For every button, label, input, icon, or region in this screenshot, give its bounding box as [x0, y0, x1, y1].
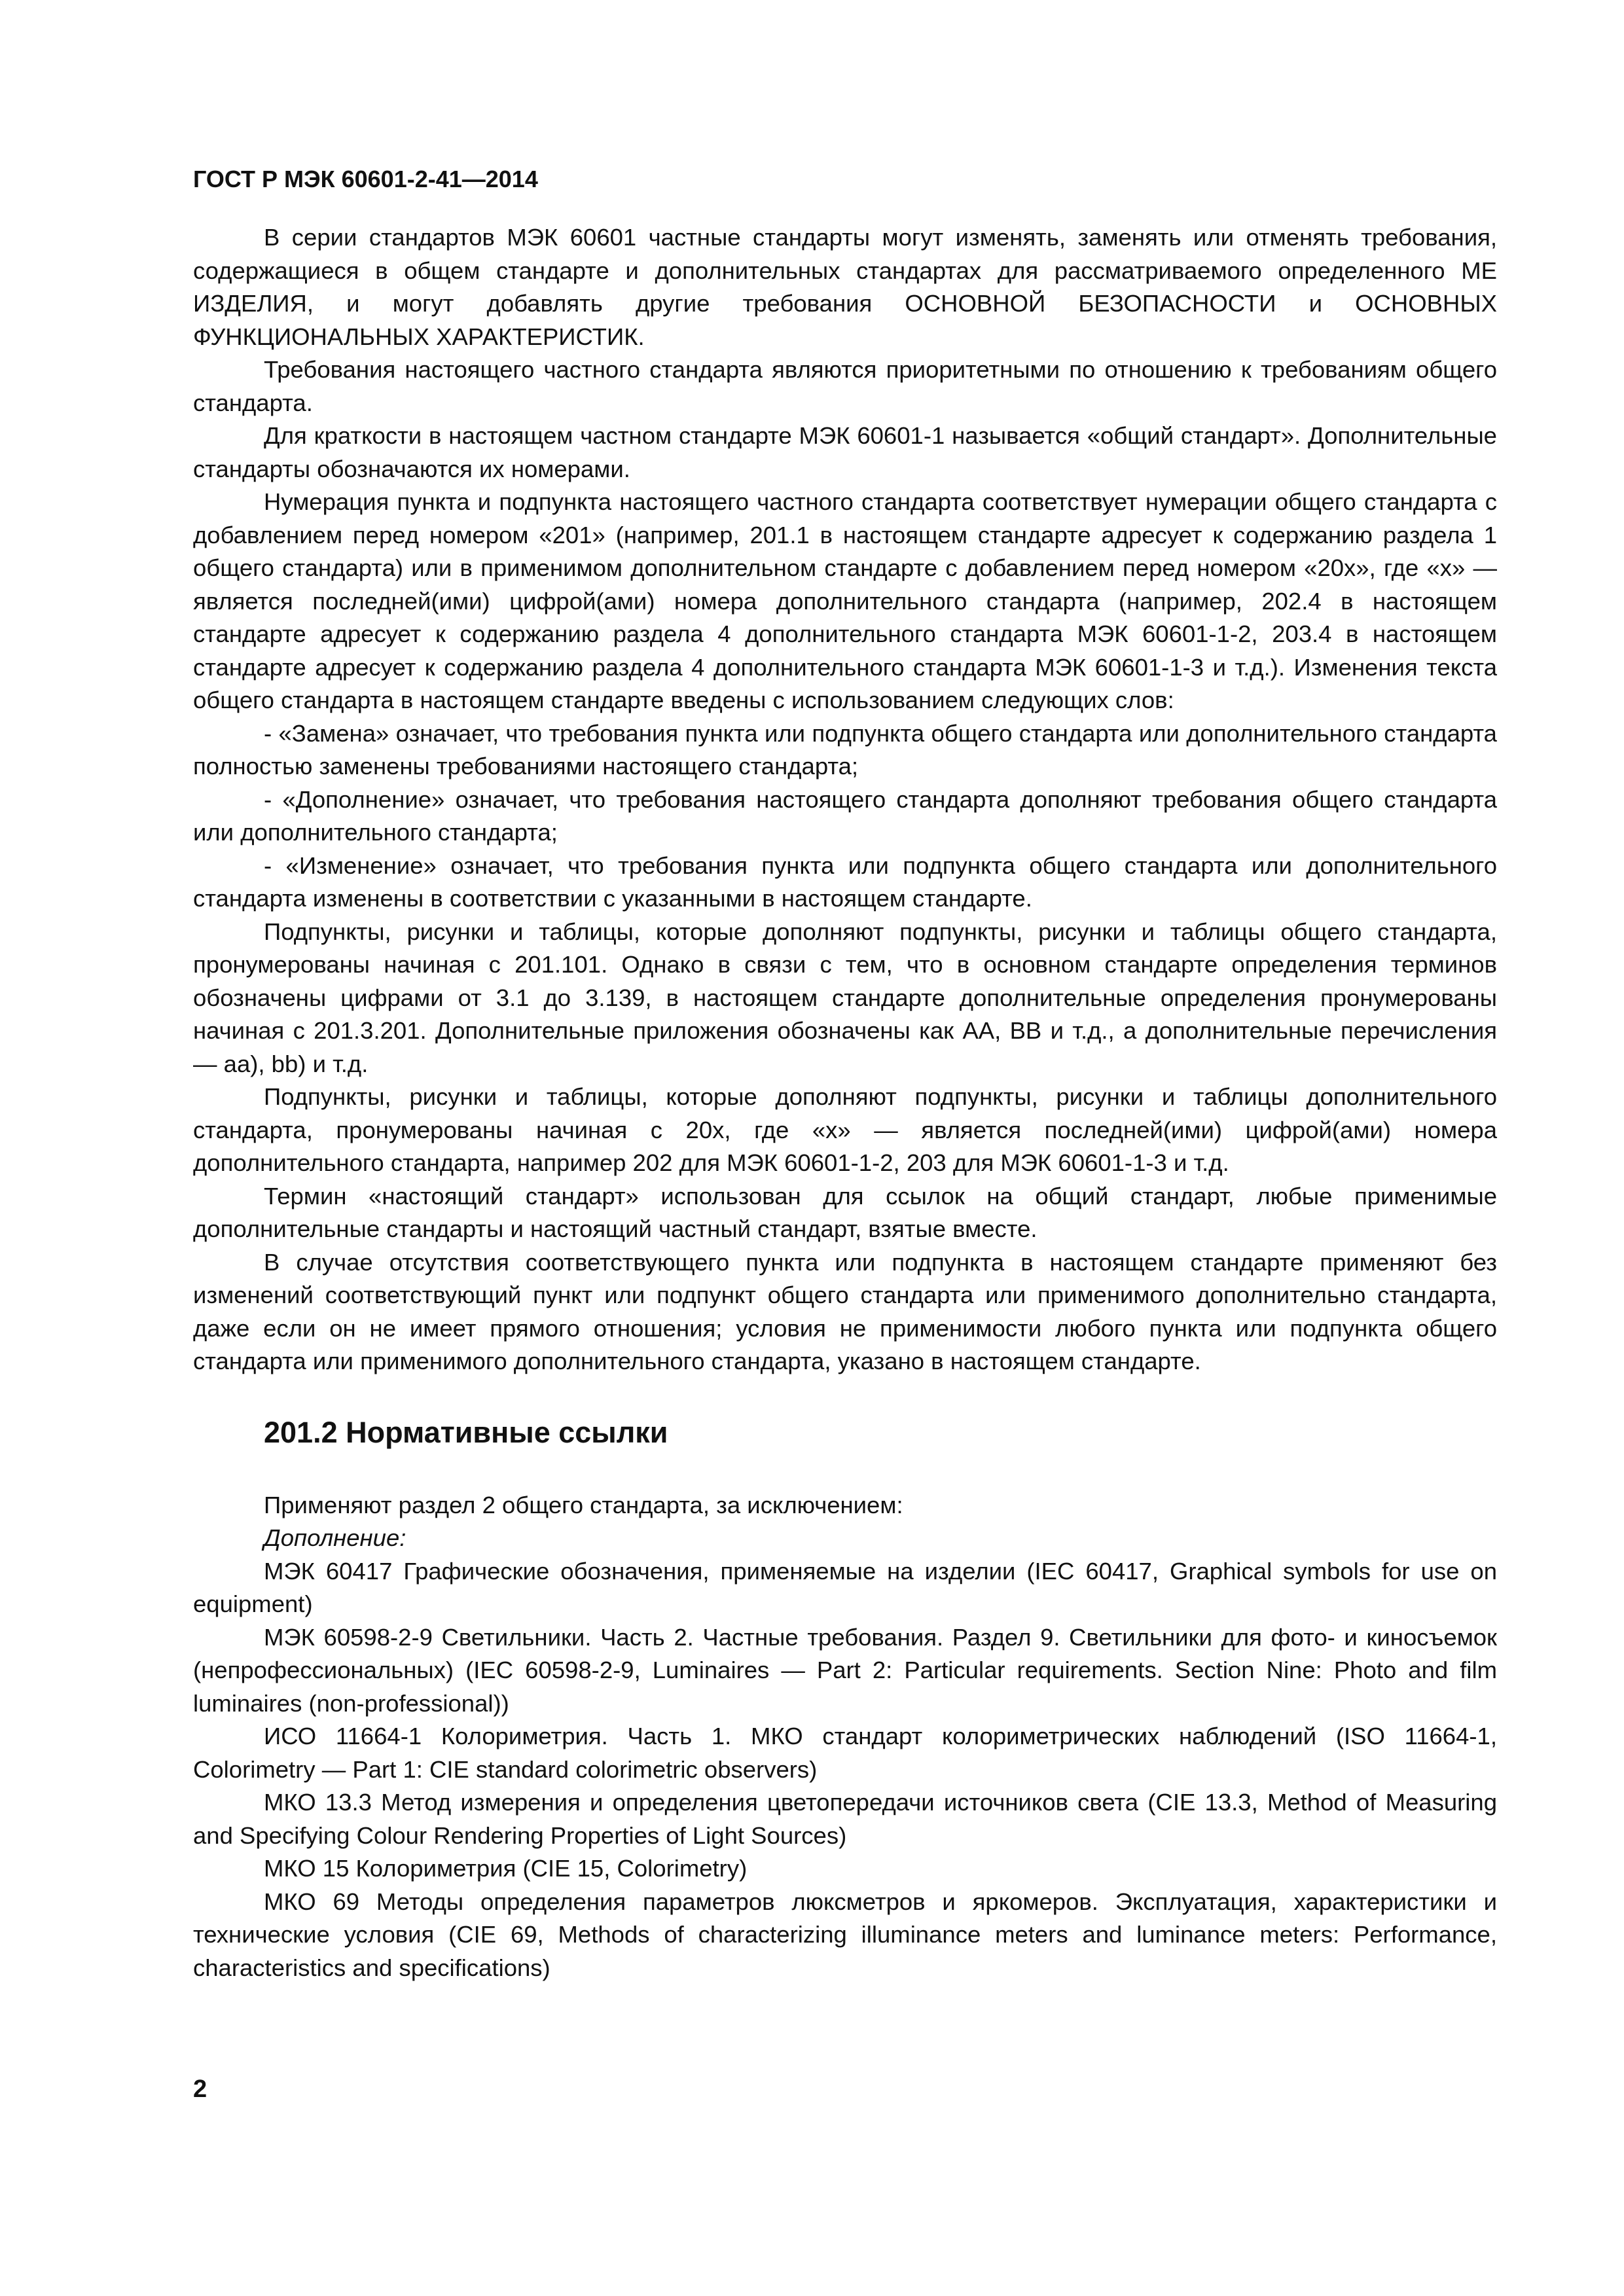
reference-item: МЭК 60598-2-9 Светильники. Часть 2. Частные требования. Раздел 9. Светильники для фото- и киносъемок (непрофессиональных) (IEC 60598-2-9, Luminaires — Part 2: Particular requirements. Section Nine: Photo and film luminaires (non-professional)) — [193, 1623, 1497, 1717]
paragraph: Для краткости в настоящем частном стандарте МЭК 60601-1 называется «общий стандарт». Дополнительные стандарты обозначаются их номерами. — [193, 422, 1497, 482]
reference-item: МКО 15 Колориметрия (CIE 15, Colorimetry) — [264, 1855, 748, 1882]
reference-item: МКО 69 Методы определения параметров люксметров и яркомеров. Эксплуатация, характеристики и технические условия (CIE 69, Methods of characterizing illuminance meters and luminance meters: Performance, characteristics and specifications) — [193, 1888, 1497, 1981]
reference-item: МКО 13.3 Метод измерения и определения цветопередачи источников света (CIE 13.3, Method of Measuring and Specifying Colour Rendering Properties of Light Sources) — [193, 1789, 1497, 1849]
paragraph: Требования настоящего частного стандарта являются приоритетными по отношению к требованиям общего стандарта. — [193, 356, 1497, 416]
paragraph: Подпункты, рисунки и таблицы, которые дополняют подпункты, рисунки и таблицы общего стандарта, пронумерованы начиная с 201.101. Однако в связи с тем, что в основном стандарте определения терминов обозначены цифрами от 3.1 до 3.139, в настоящем стандарте дополнительные определения пронумерованы начиная с 201.3.201. Дополнительные приложения обозначены как АА, ВВ и т.д., а дополнительные перечисления — aa), bb) и т.д. — [193, 918, 1497, 1077]
reference-item: ИСО 11664-1 Колориметрия. Часть 1. МКО стандарт колориметрических наблюдений (ISO 11664-1, Colorimetry — Part 1: CIE standard colorimetric observers) — [193, 1723, 1497, 1783]
list-item-replacement: - «Замена» означает, что требования пункта или подпункта общего стандарта или дополнительного стандарта полностью заменены требованиями настоящего стандарта; — [193, 719, 1497, 780]
paragraph: Термин «настоящий стандарт» использован для ссылок на общий стандарт, любые применимые дополнительные стандарты и настоящий частный стандарт, взятые вместе. — [193, 1182, 1497, 1242]
paragraph: Нумерация пункта и подпункта настоящего частного стандарта соответствует нумерации общего стандарта с добавлением перед номером «201» (например, 201.1 в настоящем стандарте адресует к содержанию раздела 1 общего стандарта) или в применимом дополнительном стандарте с добавлением перед номером «20x», где «x» — является последней(ими) цифрой(ами) номера дополнительного стандарта (например, 202.4 в настоящем стандарте адресует к содержанию раздела 4 дополнительного стандарта МЭК 60601-1-2, 203.4 в настоящем стандарте адресует к содержанию раздела 4 дополнительного стандарта МЭК 60601-1-3 и т.д.). Изменения текста общего стандарта в настоящем стандарте введены с использованием следующих слов: — [193, 488, 1497, 713]
page-content — [193, 221, 1497, 1984]
paragraph: Подпункты, рисунки и таблицы, которые дополняют подпункты, рисунки и таблицы дополнительного стандарта, пронумерованы начиная с 20x, где «x» — является последней(ими) цифрой(ами) номера дополнительного стандарта, например 202 для МЭК 60601-1-2, 203 для МЭК 60601-1-3 и т.д. — [193, 1083, 1497, 1176]
page-number: 2 — [193, 2075, 208, 2103]
section-lead: Применяют раздел 2 общего стандарта, за исключением: — [264, 1491, 903, 1518]
paragraph: В серии стандартов МЭК 60601 частные стандарты могут изменять, заменять или отменять требования, содержащиеся в общем стандарте и дополнительных стандартах для рассматриваемого определенного МЕ ИЗДЕЛИЯ, и могут добавлять другие требования ОСНОВНОЙ БЕЗОПАСНОСТИ и ОСНОВНЫХ ФУНКЦИОНАЛЬНЫХ ХАРАКТЕРИСТИК. — [193, 224, 1497, 350]
paragraph: В случае отсутствия соответствующего пункта или подпункта в настоящем стандарте применяют без изменений соответствующий пункт или подпункт общего стандарта или применимого дополнительно стандарта, даже если он не имеет прямого отношения; условия не применимости любого пункта или подпункта общего стандарта или применимого дополнительного стандарта, указано в настоящем стандарте. — [193, 1248, 1497, 1374]
addition-label: Дополнение: — [264, 1524, 406, 1551]
document-header: ГОСТ Р МЭК 60601-2-41—2014 — [193, 166, 538, 192]
list-item-addition: - «Дополнение» означает, что требования настоящего стандарта дополняют требования общего стандарта или дополнительного стандарта; — [193, 785, 1497, 846]
list-item-modification: - «Изменение» означает, что требования пункта или подпункта общего стандарта или дополнительного стандарта изменены в соответствии с указанными в настоящем стандарте. — [193, 852, 1497, 912]
section-title: 201.2 Нормативные ссылки — [264, 1415, 668, 1449]
reference-item: МЭК 60417 Графические обозначения, применяемые на изделии (IEC 60417, Graphical symbols for use on equipment) — [193, 1557, 1497, 1617]
